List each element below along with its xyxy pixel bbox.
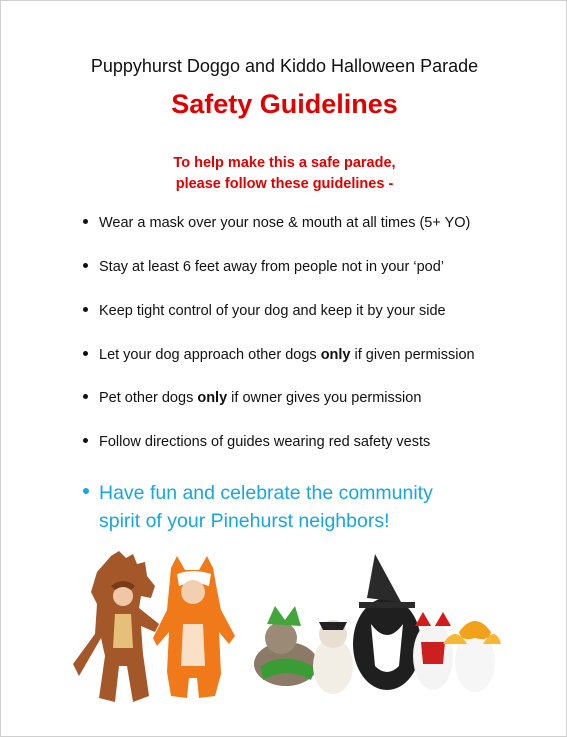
guideline-item: Wear a mask over your nose & mouth at all times (5+ YO) — [83, 215, 470, 231]
fox-costume-kid — [153, 556, 235, 698]
emphasis-text: only — [320, 347, 351, 363]
guideline-item: Pet other dogs only if owner gives you permission — [83, 390, 421, 406]
dinosaur-costume-kid — [73, 551, 159, 702]
bullet-icon — [83, 488, 89, 494]
bullet-icon — [83, 394, 88, 399]
intro-line-2: please follow these guidelines - — [175, 176, 394, 192]
intro-text — [1, 153, 567, 195]
guideline-item: Let your dog approach other dogs only if given permission — [83, 347, 475, 363]
event-title: Puppyhurst Doggo and Kiddo Halloween Parade — [90, 56, 479, 76]
bullet-icon — [83, 351, 88, 356]
bullet-icon — [83, 438, 88, 443]
bullet-icon — [83, 263, 88, 268]
bullet-icon — [83, 307, 88, 312]
closing-message — [83, 479, 433, 535]
closing-line-2: spirit of your Pinehurst neighbors! — [99, 510, 390, 532]
bullet-icon — [83, 219, 88, 224]
intro-line-1: To help make this a safe parade, — [173, 155, 396, 171]
guideline-item: Keep tight control of your dog and keep it by your side — [83, 303, 446, 319]
costumed-pets-group — [254, 554, 501, 694]
page-heading: Safety Guidelines — [171, 89, 398, 119]
costumed-kids-and-pets-photo — [71, 546, 501, 711]
guideline-item: Stay at least 6 feet away from people not in your ‘pod’ — [83, 259, 444, 275]
emphasis-text: only — [197, 390, 228, 406]
guideline-item: Follow directions of guides wearing red safety vests — [83, 434, 430, 450]
closing-line-1: Have fun and celebrate the community — [99, 482, 433, 504]
